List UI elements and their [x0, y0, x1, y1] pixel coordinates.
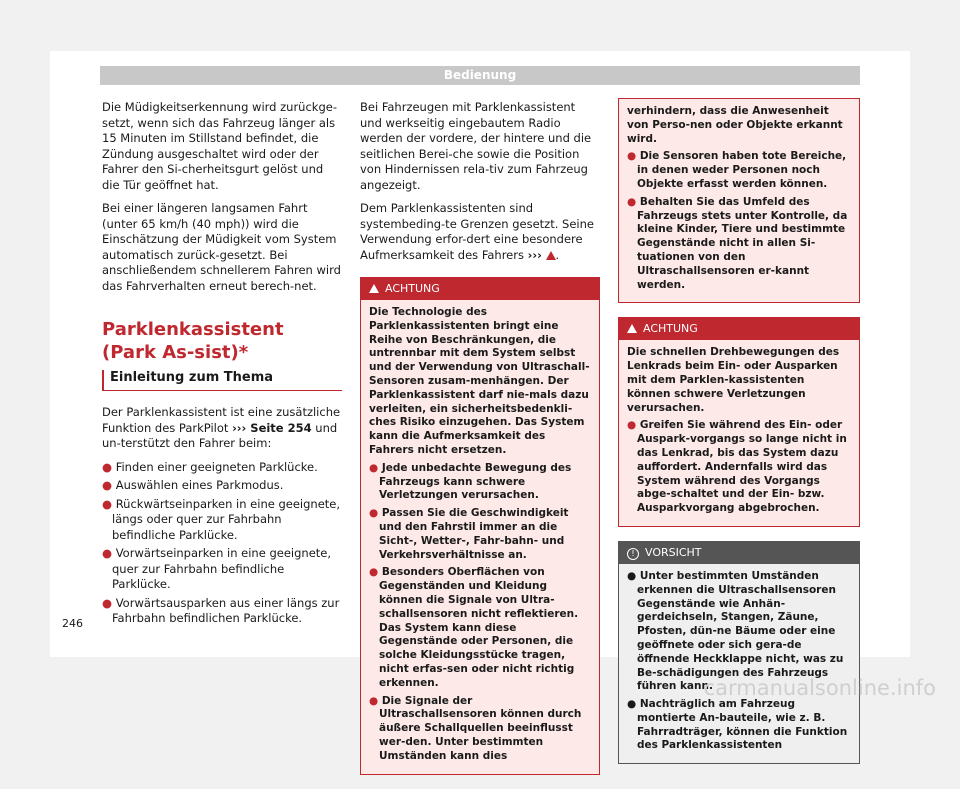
- info-icon: !: [627, 548, 639, 560]
- page-reference-link[interactable]: ››› Seite 254: [232, 420, 312, 435]
- caution-box: [618, 541, 860, 764]
- warning-box-continued: [618, 98, 860, 303]
- caution-header: ! VORSICHT: [619, 542, 859, 564]
- warning-text: Die schnellen Drehbewegungen des Lenkrads beim Ein- oder Ausparken mit dem Parklen-kassistenten können schwere Verletzungen verursachen.: [627, 346, 840, 414]
- list-item: ● Greifen Sie während des Ein- oder Auspark-vorgangs so lange nicht in das Lenkrad, bis das System dazu auffordert. Andernfalls wird das System während des Vorgangs abge-schaltet und der Ein- bzw. Ausparkvorgang abgebrochen.: [627, 419, 847, 515]
- paragraph: Der Parklenkassistent ist eine zusätzliche Funktion des ParkPilot ››› Seite 254 und un-terstützt den Fahrer beim:: [102, 405, 341, 450]
- warning-header: ACHTUNG: [619, 318, 859, 340]
- list-item: ● Vorwärtsausparken aus einer längs zur Fahrbahn befindlichen Parklücke.: [102, 595, 340, 625]
- list-item: ● Rückwärtseinparken in eine geeignete, längs oder quer zur Fahrbahn befindliche Parklücke.: [102, 496, 341, 542]
- list-item: ● Die Signale der Ultraschallsensoren können durch äußere Schallquellen beeinflusst wer-den. Unter bestimmten Umständen kann dies: [369, 694, 582, 762]
- warning-reference-link[interactable]: ›››: [527, 247, 542, 262]
- warning-header: ACHTUNG: [361, 278, 599, 300]
- subsection-title: Einleitung zum Thema: [102, 370, 342, 391]
- warning-triangle-icon: [546, 251, 556, 260]
- watermark: carmanualsonline.info: [703, 676, 936, 700]
- warning-triangle-icon: [627, 324, 637, 333]
- paragraph: Die Müdigkeitserkennung wird zurückge-setzt, wenn sich das Fahrzeug länger als 15 Minuten im Stillstand befindet, die Zündung ausgeschaltet wird oder der Fahrer den Si-cherheitsgurt gelöst und die Tür geöffnet hat.: [102, 100, 337, 192]
- paragraph: Dem Parklenkassistenten sind systembeding-te Grenzen gesetzt. Seine Verwendung erfor-dert eine besondere Aufmerksamkeit des Fahrers ››› .: [360, 201, 594, 262]
- page-number: 246: [62, 617, 83, 630]
- list-item: ● Jede unbedachte Bewegung des Fahrzeugs kann schwere Verletzungen verursachen.: [369, 461, 572, 502]
- feature-list: [102, 460, 342, 627]
- list-item: ● Vorwärtseinparken in eine geeignete, quer zur Fahrbahn befindliche Parklücke.: [102, 546, 332, 591]
- column-right: [618, 98, 860, 764]
- section-title: Parklenkassistent (Park As-sist)*: [102, 319, 284, 363]
- list-item: ● Finden einer geeigneten Parklücke.: [102, 459, 318, 474]
- warning-text: Die Technologie des Parklenkassistenten bringt eine Reihe von Beschränkungen, die untrennbar mit dem System selbst und der Verwendung von Ultraschall-Sensoren zusam-menhängen. Der Parklenkassistent darf nie-mals dazu verleiten, ein sicherheitsbedenkli-ches Risiko einzugehen. Das System kann die Aufmerksamkeit des Fahrers nicht ersetzen.: [369, 306, 590, 456]
- column-left: [102, 100, 342, 630]
- list-item: ● Passen Sie die Geschwindigkeit und den Fahrstil immer an die Sicht-, Wetter-, Fahr-bahn- und Verkehrsverhältnisse an.: [369, 507, 569, 561]
- list-item: ● Die Sensoren haben tote Bereiche, in denen weder Personen noch Objekte erfasst werden können.: [627, 150, 847, 190]
- warning-box: [618, 317, 860, 527]
- paragraph: Bei Fahrzeugen mit Parklenkassistent und werkseitig eingebautem Radio werden der vordere, der hintere und die seitlichen Berei-che sowie die Position von Hindernissen rela-tiv zum Fahrzeug angezeigt.: [360, 100, 592, 192]
- list-item: ● Nachträglich am Fahrzeug montierte An-bauteile, wie z. B. Fahrradträger, können die Funktion des Parklenkassistenten: [627, 698, 848, 752]
- list-item: ● Behalten Sie das Umfeld des Fahrzeugs stets unter Kontrolle, da kleine Kinder, Tiere und bestimmte Gegenstände nicht in allen Si-tuationen von den Ultraschallsensoren er-kannt werden.: [627, 195, 848, 291]
- paragraph: Bei einer längeren langsamen Fahrt (unter 65 km/h (40 mph)) wird die Einschätzung der Müdigkeit vom System automatisch zurück-gesetzt. Bei anschließendem schnellerem Fahren wird das Fahrverhalten erneut berech-net.: [102, 201, 341, 293]
- list-item: ● Besonders Oberflächen von Gegenständen und Kleidung können die Signale von Ultra-schallsensoren nicht reflektieren. Das System kann diese Gegenstände oder Personen, die solche Kleidungsstücke tragen, nicht erfas-sen oder nicht richtig erkennen.: [369, 566, 579, 689]
- list-item: ● Auswählen eines Parkmodus.: [102, 478, 284, 492]
- chapter-header: Bedienung: [100, 66, 860, 85]
- warning-text: verhindern, dass die Anwesenheit von Perso-nen oder Objekte erkannt wird.: [627, 105, 843, 145]
- warning-triangle-icon: [369, 284, 379, 293]
- list-item: ● Unter bestimmten Umständen erkennen die Ultraschallsensoren Gegenstände wie Anhän-gerdeichseln, Stangen, Zäune, Pfosten, dün-ne Bäume oder eine geöffnete oder sich gera-de öffnende Heckklappe nicht, was zu Be-schädigungen des Fahrzeugs führen kann.: [627, 569, 844, 693]
